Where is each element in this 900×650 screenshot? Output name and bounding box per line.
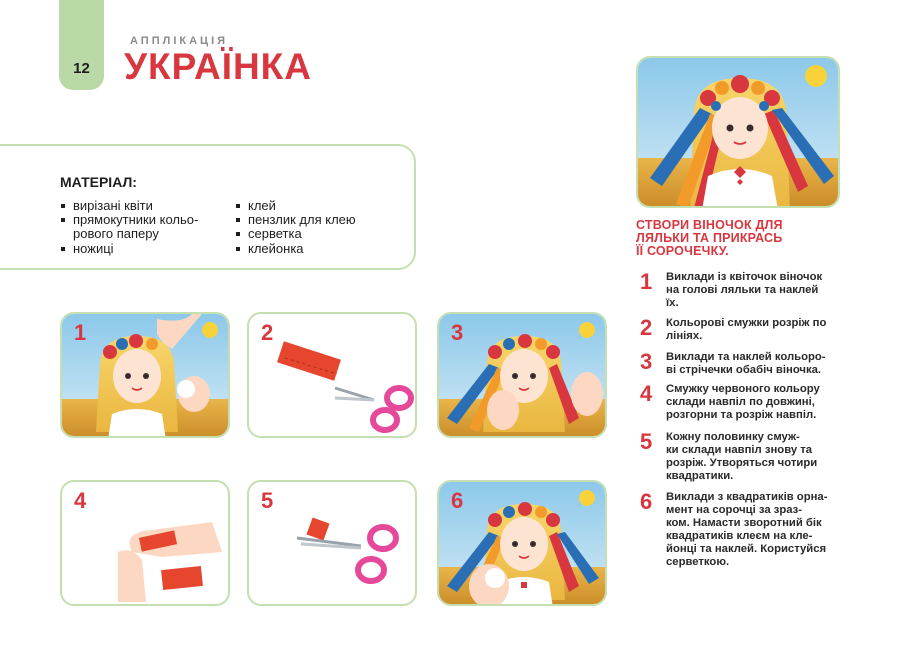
material-item: вирізані квіти [60,199,225,213]
step-number: 3 [451,320,464,345]
instruction-line: розріж. Утворяться чотири [666,457,818,469]
step-number: 4 [74,488,87,513]
instruction-line: Виклади та наклей кольоро- [666,351,826,363]
instruction-number: 1 [640,269,653,294]
step-number: 6 [451,488,464,513]
instruction-text [666,431,851,483]
instruction-line: серветкою. [666,556,730,568]
step-card-3 [437,312,607,438]
step-card-5 [247,480,417,606]
instruction-text [666,317,851,343]
step-card-4 [60,480,230,606]
task-heading-line: ЛЯЛЬКИ ТА ПРИКРАСЬ [636,231,783,245]
material-item: клей [235,199,415,213]
material-item: серветка [235,227,415,241]
instruction-line: Виклади із квіточок віночок [666,271,823,283]
instruction-line: їх. [666,297,679,309]
doll-with-hand-placing-flowers-illustration [62,314,230,438]
materials-list-left [60,199,225,256]
instruction-line: Смужку червоного кольору [666,383,820,395]
instruction-line: Виклади з квадратиків орна- [666,491,828,503]
instruction-text [666,271,851,310]
instruction-text [666,491,851,569]
instruction-number: 4 [640,381,653,406]
material-item: ножиці [60,242,225,256]
material-item: прямокутники кольо- [60,213,225,227]
instruction-number: 3 [640,349,653,374]
step-number: 5 [261,488,274,513]
instruction-line: лініях. [666,330,703,342]
page-number-tab [59,0,104,90]
hands-folding-red-paper-illustration [62,482,230,606]
doll-with-shirt-ornament-illustration [439,482,607,606]
doll-with-ribbons-being-glued-illustration [439,314,607,438]
materials-list-right [235,199,415,256]
instruction-line: мент на сорочці за зраз- [666,504,803,516]
task-heading [636,219,836,258]
instruction-text [666,383,851,422]
instruction-line: квадратиків клеєм на кле- [666,530,813,542]
material-item: клейонка [235,242,415,256]
instruction-line: ком. Намасти зворотний бік [666,517,822,529]
instruction-line: йонці та наклей. Користуйся [666,543,827,555]
scissors-cutting-red-square-illustration [249,482,417,606]
materials-title: МАТЕРІАЛ: [60,174,137,190]
instruction-number: 6 [640,489,653,514]
page-title: УКРАЇНКА [124,46,312,87]
page-number: 12 [73,60,90,77]
step-card-2 [247,312,417,438]
step-number: 1 [74,320,87,345]
finished-doll-illustration [638,58,840,208]
section-label: АППЛІКАЦІЯ [130,35,229,47]
material-item: пензлик для клею [235,213,415,227]
instruction-number: 5 [640,429,653,454]
material-item-continued: рового паперу [73,226,159,242]
instruction-line: ві стрічечки обабіч віночка. [666,364,822,376]
step-number: 2 [261,320,274,345]
instruction-line: ки склади навпіл знову та [666,444,813,456]
step-card-1 [60,312,230,438]
instruction-line: квадратики. [666,470,734,482]
sample-doll-picture [636,56,840,208]
instruction-line: на голові ляльки та наклей [666,284,819,296]
instruction-text [666,351,851,377]
task-heading-line: ЇЇ СОРОЧЕЧКУ. [636,244,729,258]
instruction-line: розгорни та розріж навпіл. [666,409,817,421]
scissors-cutting-red-strip-illustration [249,314,417,438]
instruction-line: склади навпіл по довжині, [666,396,815,408]
instruction-line: Кожну половинку смуж- [666,431,800,443]
step-card-6 [437,480,607,606]
instruction-line: Кольорові смужки розріж по [666,317,827,329]
task-heading-line: СТВОРИ ВІНОЧОК ДЛЯ [636,218,783,232]
instruction-number: 2 [640,315,653,340]
